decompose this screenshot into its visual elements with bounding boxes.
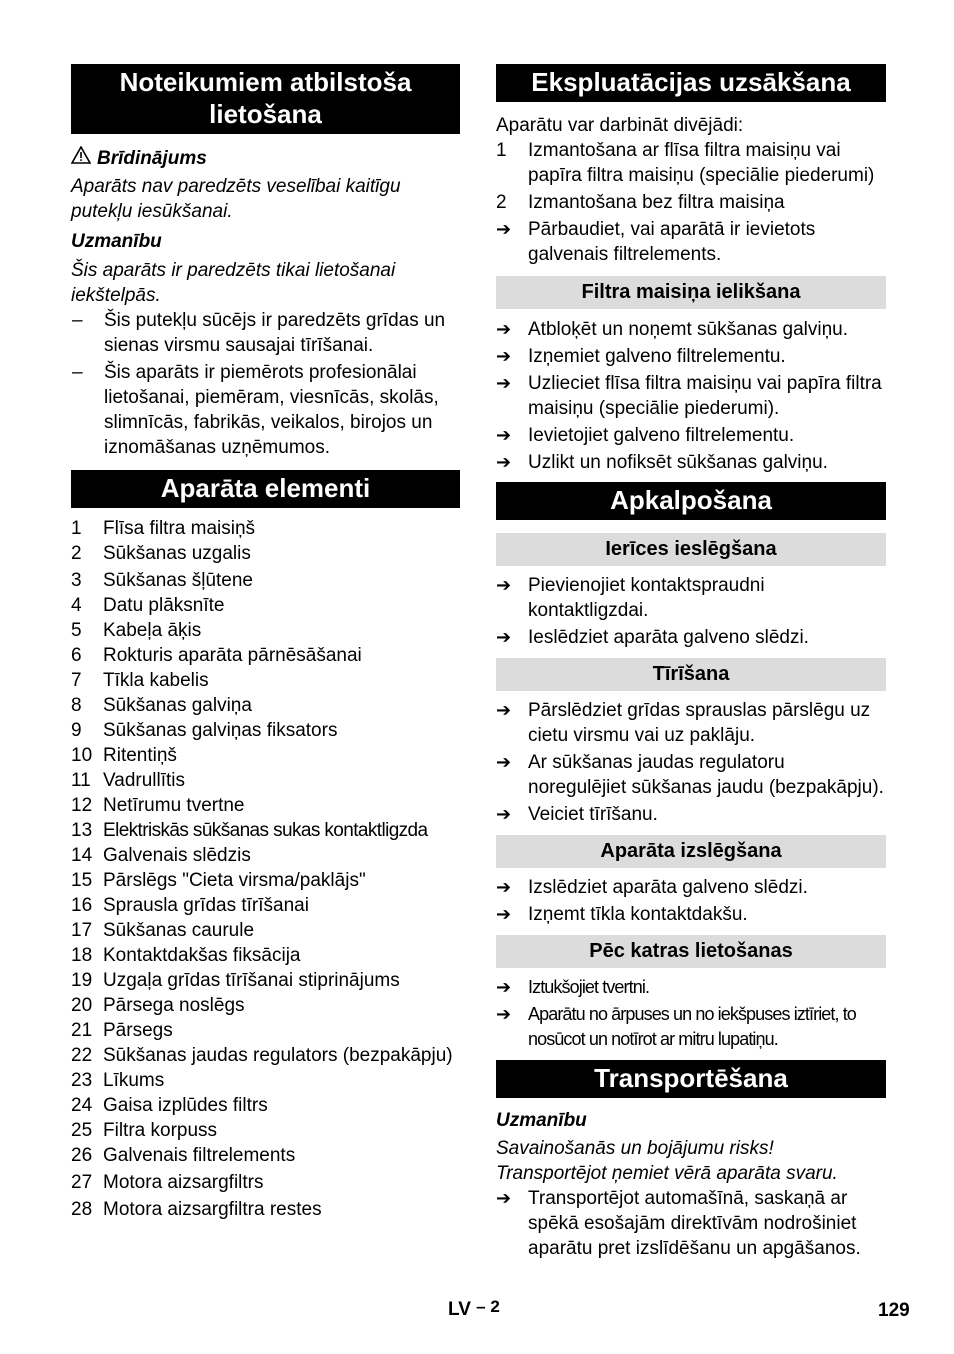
list-item: 1 Flīsa filtra maisiņš xyxy=(71,518,256,539)
list-item: 18 Kontaktdakšas fiksācija xyxy=(71,945,301,966)
list-item: 17 Sūkšanas caurule xyxy=(71,920,255,941)
step-item: ➔ Veiciet tīrīšanu. xyxy=(496,804,658,825)
switch-on-steps xyxy=(496,573,886,650)
step-item: ➔ Aparātu no ārpuses un no iekšpuses iztīriet, to nosūcot un notīrot ar mitru lupatiņu. xyxy=(496,1002,886,1052)
list-item: 8 Sūkšanas galviņa xyxy=(71,695,252,716)
bag-steps xyxy=(496,317,886,475)
cleaning-steps xyxy=(496,698,886,827)
step-item: ➔ Izņemt tīkla kontaktdakšu. xyxy=(496,904,748,925)
step-item: ➔ Ieslēdziet aparāta galveno slēdzi. xyxy=(496,627,809,648)
list-item: 23 Līkums xyxy=(71,1070,165,1091)
list-item: 16 Sprausla grīdas tīrīšanai xyxy=(71,895,309,916)
arrow-icon: ➔ xyxy=(496,373,512,393)
warning-label: Brīdinājums xyxy=(97,148,207,169)
start-intro: Aparātu var darbināt divējādi: xyxy=(496,115,744,136)
switch-off-steps xyxy=(496,875,886,927)
list-item: 27 Motora aizsargfiltrs xyxy=(71,1172,264,1193)
step-item: ➔ Atbloķēt un noņemt sūkšanas galviņu. xyxy=(496,319,849,340)
dash-list xyxy=(71,308,460,460)
heading-intended-use: Noteikumiem atbilstoša lietošana xyxy=(71,64,460,134)
list-item: 5 Kabeļa āķis xyxy=(71,620,202,641)
list-item: 6 Rokturis aparāta pārnēsāšanai xyxy=(71,645,362,666)
heading-after-use: Pēc katras lietošanas xyxy=(496,935,886,968)
heading-operation: Apkalpošana xyxy=(496,482,886,520)
step-item: ➔ Pārslēdziet grīdas sprauslas pārslēgu uz cietu virsmu vai uz paklāju. xyxy=(496,700,871,746)
list-item: 20 Pārsega noslēgs xyxy=(71,995,245,1016)
transport-caution-label: Uzmanību xyxy=(496,1110,587,1131)
step-item: ➔ Uzlieciet flīsa filtra maisiņu vai papīra filtra maisiņu (speciālie piederumi). xyxy=(496,373,882,419)
arrow-icon: ➔ xyxy=(496,804,512,824)
arrow-icon: ➔ xyxy=(496,425,512,445)
step-item: ➔ Izslēdziet aparāta galveno slēdzi. xyxy=(496,877,808,898)
list-item: 1 Izmantošana ar flīsa filtra maisiņu vai papīra filtra maisiņu (speciālie piederumi) xyxy=(496,140,875,186)
arrow-icon: ➔ xyxy=(496,346,512,366)
list-item: 22 Sūkšanas jaudas regulators (bezpakāpju) xyxy=(71,1045,453,1066)
arrow-icon: ➔ xyxy=(496,219,512,239)
list-item: 26 Galvenais filtrelements xyxy=(71,1145,296,1166)
arrow-icon: ➔ xyxy=(496,1004,511,1024)
transport-steps xyxy=(496,1186,886,1261)
list-item: 28 Motora aizsargfiltra restes xyxy=(71,1199,322,1220)
arrow-icon: ➔ xyxy=(496,1188,512,1208)
list-item: 14 Galvenais slēdzis xyxy=(71,845,251,866)
step-item: ➔ Iztukšojiet tvertni. xyxy=(496,975,886,1000)
warning-triangle-icon xyxy=(71,146,97,171)
step-item: ➔ Ievietojiet galveno filtrelementu. xyxy=(496,425,795,446)
list-item: 2 Izmantošana bez filtra maisiņa xyxy=(496,192,785,213)
arrow-icon: ➔ xyxy=(496,452,512,472)
after-use-steps xyxy=(496,975,886,1052)
arrow-icon: ➔ xyxy=(496,700,512,720)
list-item: 12 Netīrumu tvertne xyxy=(71,795,245,816)
list-item: 15 Pārslēgs "Cieta virsma/paklājs" xyxy=(71,870,366,891)
left-column xyxy=(71,64,460,1222)
step-item: ➔ Transportējot automašīnā, saskaņā ar spēkā esošajām direktīvām nodrošiniet aparātu pret izslīdēšanu un apgāšanos. xyxy=(496,1188,861,1259)
footer-language: LV – 2 xyxy=(448,1297,500,1320)
page-number: 129 xyxy=(878,1300,910,1321)
arrow-icon: ➔ xyxy=(496,752,512,772)
list-item: 13 Elektriskās sūkšanas sukas kontaktligzda xyxy=(71,820,428,841)
step-item: ➔ Ar sūkšanas jaudas regulatoru noregulējiet sūkšanas jaudu (bezpakāpju). xyxy=(496,752,884,798)
warning-text: Aparāts nav paredzēts veselībai kaitīgu putekļu iesūkšanai. xyxy=(71,176,401,222)
list-item: ➔ Pārbaudiet, vai aparātā ir ievietots galvenais filtrelements. xyxy=(496,219,816,265)
arrow-icon: ➔ xyxy=(496,977,511,997)
step-item: ➔ Pievienojiet kontaktspraudni kontaktligzdai. xyxy=(496,575,765,621)
list-item: 24 Gaisa izplūdes filtrs xyxy=(71,1095,268,1116)
arrow-icon: ➔ xyxy=(496,319,512,339)
arrow-icon: ➔ xyxy=(496,627,512,647)
heading-bag: Filtra maisiņa ielikšana xyxy=(496,276,886,309)
list-item: 9 Sūkšanas galviņas fiksators xyxy=(71,720,338,741)
arrow-icon: ➔ xyxy=(496,575,512,595)
heading-switch-on: Ierīces ieslēgšana xyxy=(496,533,886,566)
elements-list xyxy=(71,516,460,1222)
list-item: 10 Ritentiņš xyxy=(71,745,177,766)
arrow-icon: ➔ xyxy=(496,877,512,897)
arrow-icon: ➔ xyxy=(496,904,512,924)
transport-caution-text: Savainošanās un bojājumu risks! Transportējot ņemiet vērā aparāta svaru. xyxy=(496,1138,838,1184)
step-item: ➔ Uzlikt un nofiksēt sūkšanas galviņu. xyxy=(496,452,828,473)
heading-elements: Aparāta elementi xyxy=(71,470,460,508)
step-item: ➔ Izņemiet galveno filtrelementu. xyxy=(496,346,786,367)
heading-cleaning: Tīrīšana xyxy=(496,658,886,691)
list-item: – Šis putekļu sūcējs ir paredzēts grīdas un sienas virsmu sausajai tīrīšanai. xyxy=(72,310,446,356)
heading-switch-off: Aparāta izslēgšana xyxy=(496,835,886,868)
right-column xyxy=(496,64,886,1261)
caution-label: Uzmanību xyxy=(71,231,162,252)
list-item: 3 Sūkšanas šļūtene xyxy=(71,570,253,591)
caution-text: Šis aparāts ir paredzēts tikai lietošanai iekštelpās. xyxy=(71,260,396,306)
heading-transport: Transportēšana xyxy=(496,1060,886,1098)
list-item: 21 Pārsegs xyxy=(71,1020,173,1041)
list-item: 4 Datu plāksnīte xyxy=(71,595,225,616)
list-item: 19 Uzgaļa grīdas tīrīšanai stiprinājums xyxy=(71,970,400,991)
list-item: – Šis aparāts ir piemērots profesionālai lietošanai, piemēram, viesnīcās, skolās, slimnīcās, fabrikās, veikalos, birojos un iznomāšanas uzņēmumos. xyxy=(72,362,439,458)
list-item: 25 Filtra korpuss xyxy=(71,1120,218,1141)
list-item: 7 Tīkla kabelis xyxy=(71,670,209,691)
list-item: 11 Vadrullītis xyxy=(71,770,186,791)
list-item: 2 Sūkšanas uzgalis xyxy=(71,543,251,564)
warning-line xyxy=(71,146,460,171)
heading-start: Ekspluatācijas uzsākšana xyxy=(496,64,886,102)
